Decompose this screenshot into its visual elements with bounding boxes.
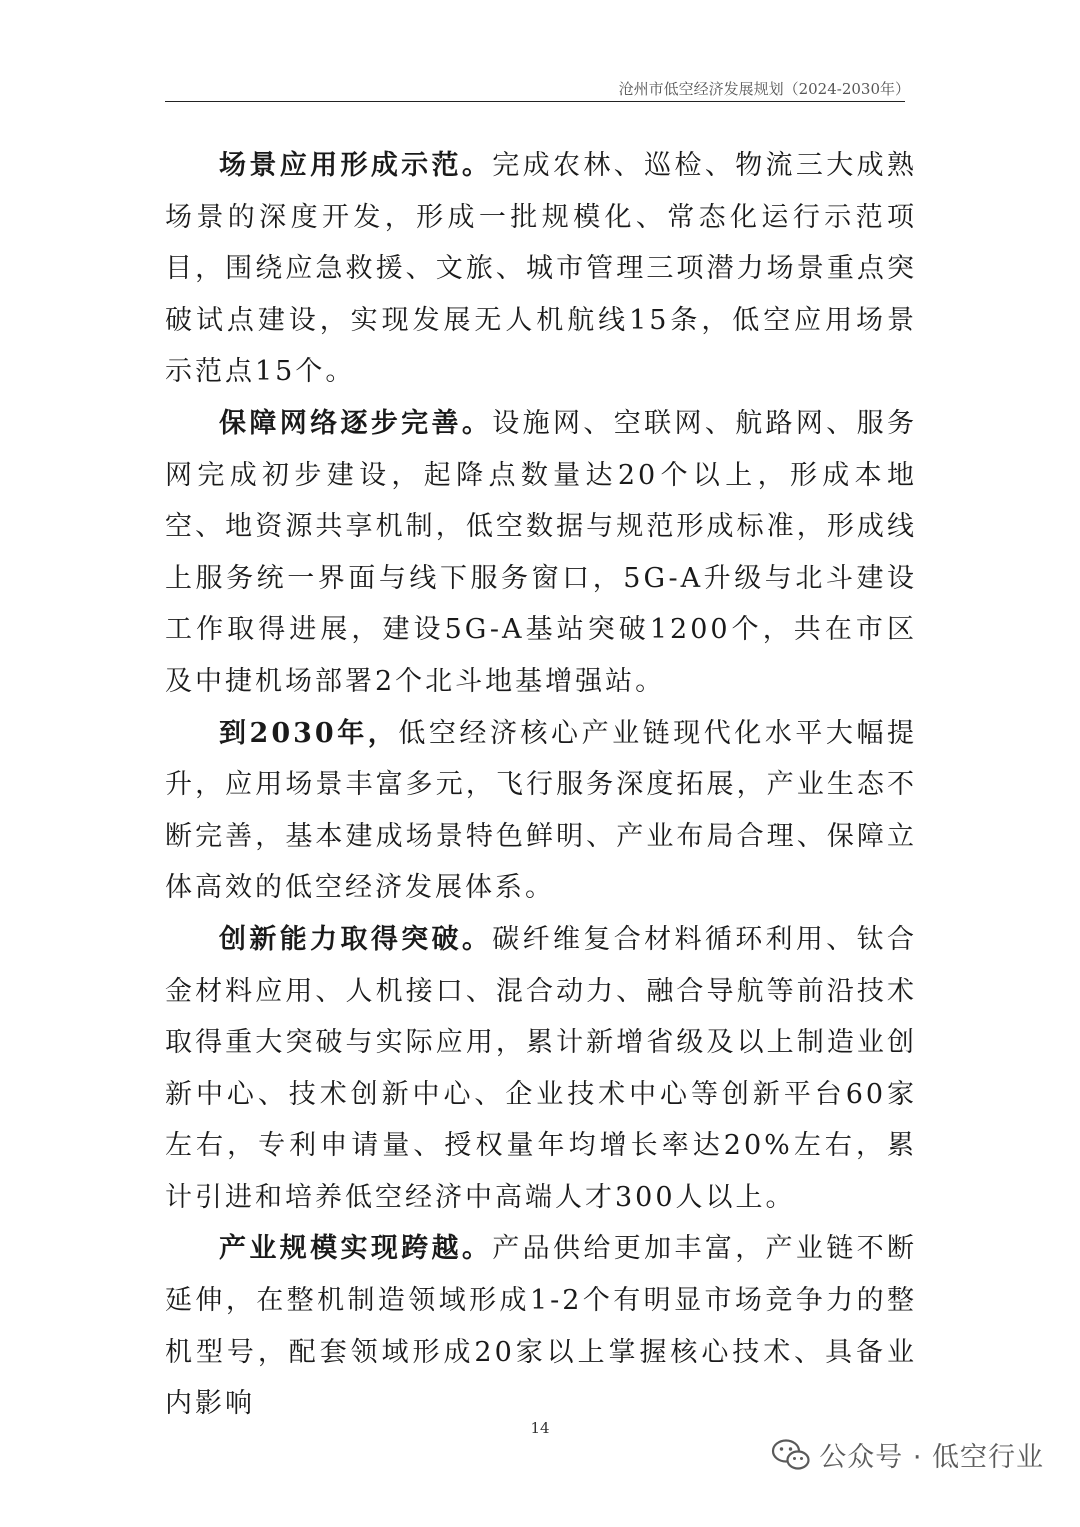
paragraph-text: 完成农林、巡检、物流三大成熟场景的深度开发，形成一批规模化、常态化运行示范项目，围绕应急救援、文旅、城市管理三项潜力场景重点突破试点建设，实现发展无人机航线15条，低空应用场景示范点15个。 bbox=[165, 150, 918, 388]
paragraph-text: 设施网、空联网、航路网、服务网完成初步建设，起降点数量达20个以上，形成本地空、地资源共享机制，低空数据与规范形成标准，形成线上服务统一界面与线下服务窗口，5G-A升级与北斗建设工作取得进展，建设5G-A基站突破1200个，共在市区及中捷机场部署2个北斗地基增强站。 bbox=[165, 407, 918, 697]
paragraph-lead: 保障网络逐步完善。 bbox=[219, 407, 493, 439]
paragraph-text: 碳纤维复合材料循环利用、钛合金材料应用、人机接口、混合动力、融合导航等前沿技术取得重大突破与实际应用，累计新增省级及以上制造业创新中心、技术创新中心、企业技术中心等创新平台60家左右，专利申请量、授权量年均增长率达20%左右，累计引进和培养低空经济中高端人才300人以上。 bbox=[165, 923, 918, 1213]
paragraph-lead: 场景应用形成示范。 bbox=[219, 150, 493, 181]
page-number: 14 bbox=[530, 1419, 550, 1437]
watermark bbox=[771, 1435, 1044, 1474]
wechat-icon bbox=[771, 1438, 811, 1472]
paragraph-network bbox=[165, 398, 917, 708]
paragraph-text: 低空经济核心产业链现代化水平大幅提升，应用场景丰富多元，飞行服务深度拓展，产业生态不断完善，基本建成场景特色鲜明、产业布局合理、保障立体高效的低空经济发展体系。 bbox=[165, 717, 918, 904]
paragraph-innovation bbox=[165, 914, 917, 1224]
paragraph-lead: 产业规模实现跨越。 bbox=[219, 1233, 493, 1265]
paragraph-2030-goal bbox=[165, 708, 917, 914]
paragraph-lead: 创新能力取得突破。 bbox=[219, 923, 493, 955]
paragraph-lead: 到2030年， bbox=[219, 717, 399, 749]
header-divider bbox=[165, 101, 905, 102]
document-body bbox=[165, 140, 917, 1430]
running-header: 沧州市低空经济发展规划（2024-2030年） bbox=[618, 80, 910, 98]
paragraph-industry-scale bbox=[165, 1223, 917, 1429]
paragraph-scenario-demo bbox=[165, 140, 917, 398]
paragraph-text: 产品供给更加丰富，产业链不断延伸，在整机制造领域形成1-2个有明显市场竞争力的整机型号，配套领域形成20家以上掌握核心技术、具备业内影响 bbox=[165, 1233, 918, 1420]
watermark-text: 公众号 · 低空行业 bbox=[819, 1442, 1044, 1473]
